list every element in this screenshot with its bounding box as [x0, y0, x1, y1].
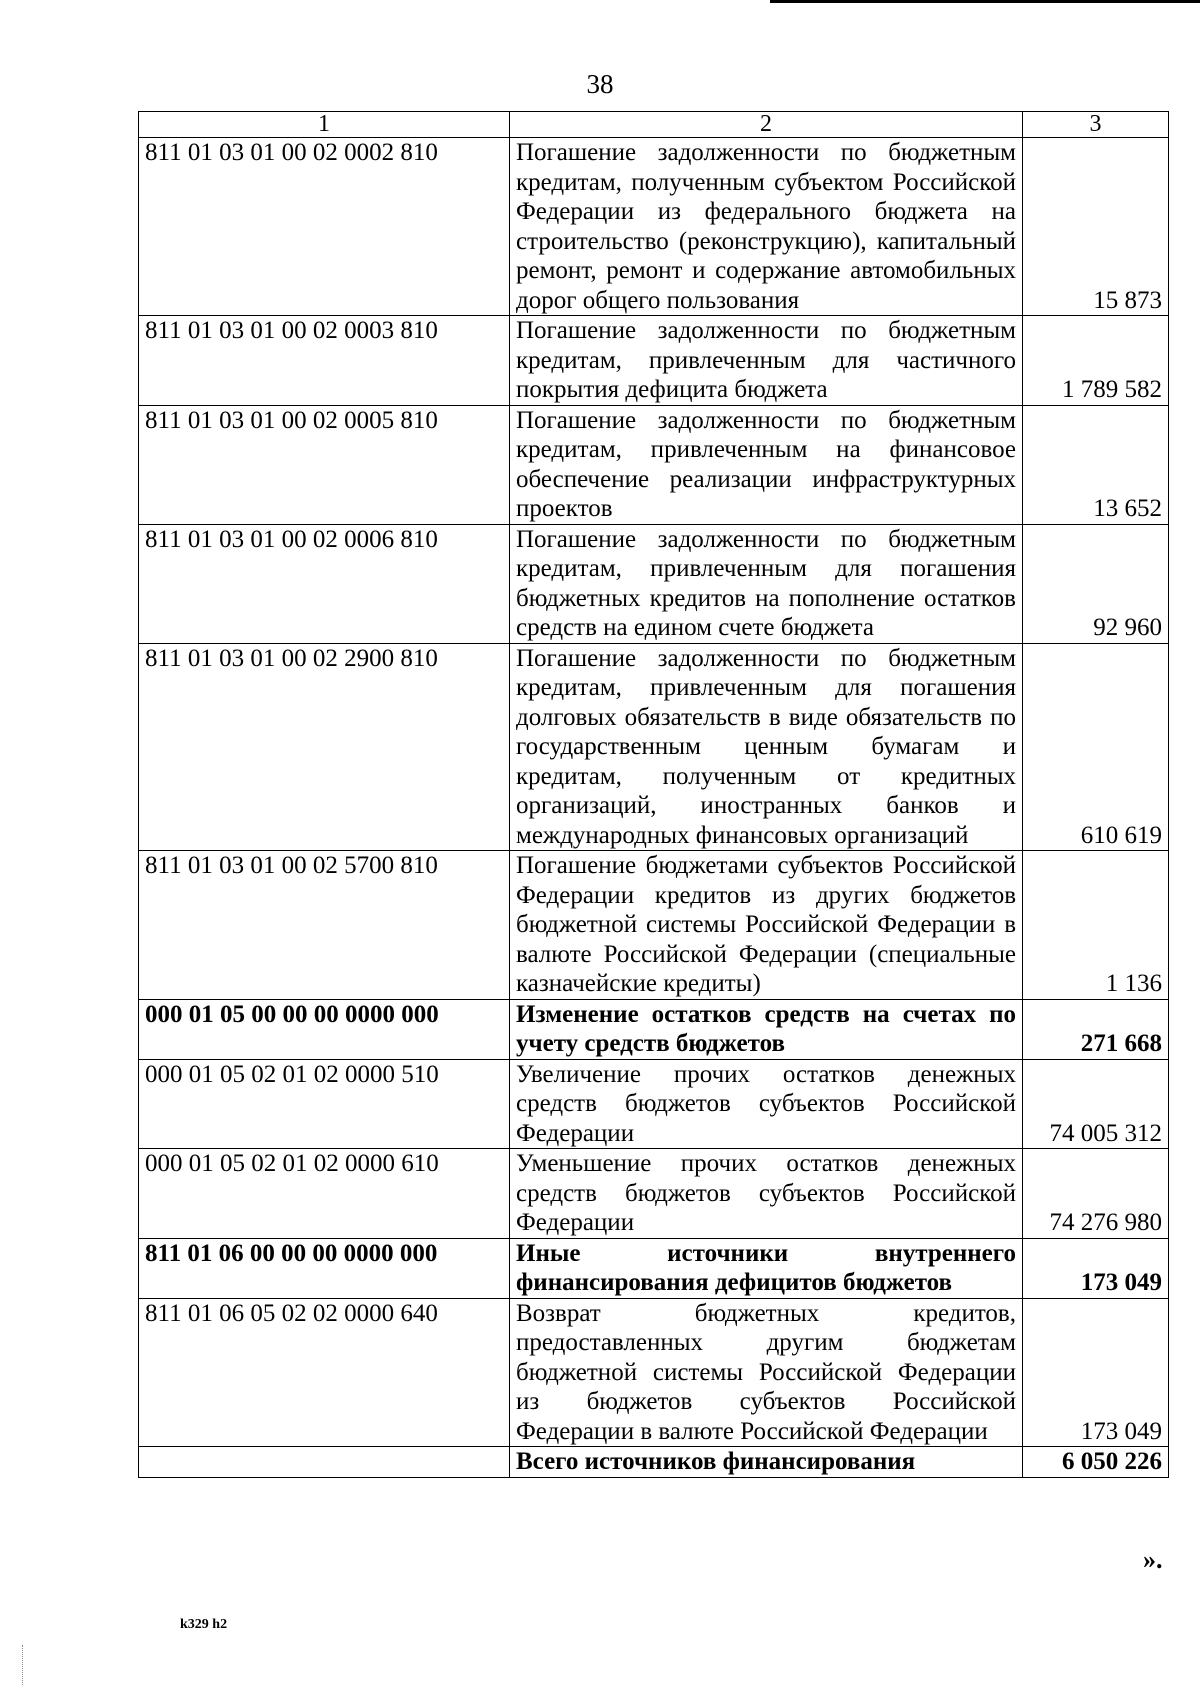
row-code: 811 01 03 01 00 02 0003 810 [139, 316, 510, 406]
row-sum: 74 276 980 [1023, 1149, 1169, 1239]
page-number: 38 [586, 69, 614, 99]
row-name: Погашение задолженности по бюджетным кредитам, привлеченным для погашения долговых обязательств в виде обязательств по государственным ценным бумагам и кредитам, полученным от кредитных организаций, иностранных банков и международных финансовых организаций [510, 643, 1023, 851]
header-col-2: 2 [510, 112, 1023, 138]
closing-quote-mark: ». [1143, 1545, 1163, 1574]
row-code: 811 01 03 01 00 02 0006 810 [139, 524, 510, 643]
row-name: Погашение бюджетами субъектов Российской Федерации кредитов из других бюджетов бюджетной системы Российской Федерации в валюте Российской Федерации (специальные казначейские кредиты) [510, 851, 1023, 1000]
table-row [139, 405, 1169, 524]
table-row [139, 1298, 1169, 1447]
table-body [139, 112, 1169, 1478]
budget-sources-table [138, 111, 1169, 1478]
table-row [139, 138, 1169, 316]
table-row [139, 851, 1169, 1000]
total-row [139, 1447, 1169, 1478]
table-row [139, 524, 1169, 643]
row-sum: 610 619 [1023, 643, 1169, 851]
row-sum: 271 668 [1023, 999, 1169, 1059]
row-name: Иные источники внутреннего финансирования дефицитов бюджетов [510, 1238, 1023, 1298]
row-code: 000 01 05 00 00 00 0000 000 [139, 999, 510, 1059]
table-row [139, 1238, 1169, 1298]
row-name: Погашение задолженности по бюджетным кредитам, полученным субъектом Российской Федерации из федерального бюджета на строительство (реконструкцию), капитальный ремонт, ремонт и содержание автомобильных дорог общего пользования [510, 138, 1023, 316]
row-sum: 15 873 [1023, 138, 1169, 316]
footer-document-code: k329 h2 [180, 1617, 228, 1632]
row-code: 000 01 05 02 01 02 0000 610 [139, 1149, 510, 1239]
total-code [139, 1447, 510, 1478]
row-code: 811 01 06 05 02 02 0000 640 [139, 1298, 510, 1447]
table-header-row [139, 112, 1169, 138]
row-code: 811 01 03 01 00 02 2900 810 [139, 643, 510, 851]
row-name: Уменьшение прочих остатков денежных средств бюджетов субъектов Российской Федерации [510, 1149, 1023, 1239]
table-row [139, 643, 1169, 851]
row-code: 811 01 03 01 00 02 5700 810 [139, 851, 510, 1000]
total-label: Всего источников финансирования [510, 1447, 1023, 1478]
table-row [139, 316, 1169, 406]
scan-artifact [22, 1645, 26, 1685]
row-sum: 173 049 [1023, 1298, 1169, 1447]
row-code: 811 01 06 00 00 00 0000 000 [139, 1238, 510, 1298]
row-code: 000 01 05 02 01 02 0000 510 [139, 1059, 510, 1149]
table-row [139, 1149, 1169, 1239]
row-name: Погашение задолженности по бюджетным кредитам, привлеченным для погашения бюджетных кредитов на пополнение остатков средств на едином счете бюджета [510, 524, 1023, 643]
scan-edge-line [770, 0, 1200, 3]
row-sum: 1 136 [1023, 851, 1169, 1000]
row-name: Возврат бюджетных кредитов, предоставленных другим бюджетам бюджетной системы Российской Федерации из бюджетов субъектов Российской Федерации в валюте Российской Федерации [510, 1298, 1023, 1447]
row-sum: 173 049 [1023, 1238, 1169, 1298]
row-sum: 13 652 [1023, 405, 1169, 524]
header-col-1: 1 [139, 112, 510, 138]
table-row [139, 1059, 1169, 1149]
table-row [139, 999, 1169, 1059]
row-name: Изменение остатков средств на счетах по учету средств бюджетов [510, 999, 1023, 1059]
row-code: 811 01 03 01 00 02 0002 810 [139, 138, 510, 316]
row-name: Увеличение прочих остатков денежных средств бюджетов субъектов Российской Федерации [510, 1059, 1023, 1149]
row-code: 811 01 03 01 00 02 0005 810 [139, 405, 510, 524]
row-sum: 92 960 [1023, 524, 1169, 643]
row-name: Погашение задолженности по бюджетным кредитам, привлеченным на финансовое обеспечение реализации инфраструктурных проектов [510, 405, 1023, 524]
row-sum: 74 005 312 [1023, 1059, 1169, 1149]
row-name: Погашение задолженности по бюджетным кредитам, привлеченным для частичного покрытия дефицита бюджета [510, 316, 1023, 406]
header-col-3: 3 [1023, 112, 1169, 138]
total-sum: 6 050 226 [1023, 1447, 1169, 1478]
row-sum: 1 789 582 [1023, 316, 1169, 406]
